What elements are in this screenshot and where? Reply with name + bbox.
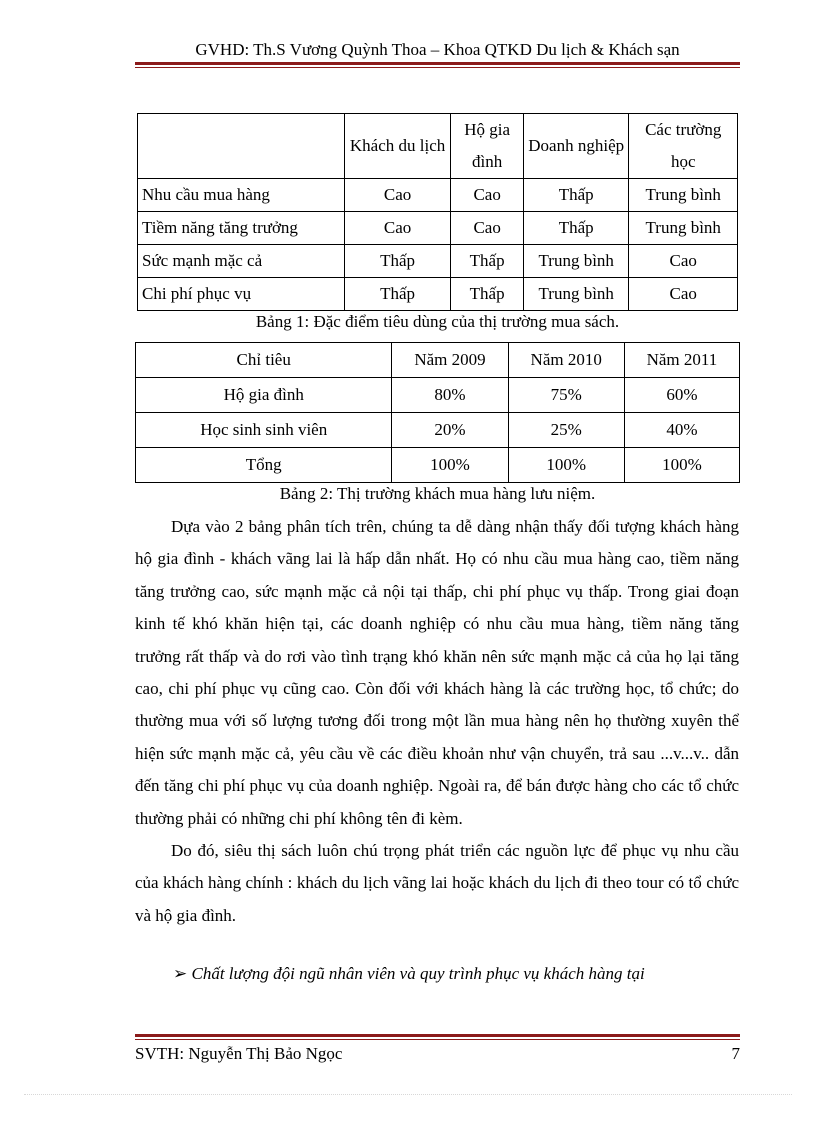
table-cell: 75% xyxy=(508,378,624,413)
row-label: Chi phí phục vụ xyxy=(138,278,345,311)
paragraph-analysis: Dựa vào 2 bảng phân tích trên, chúng ta dễ dàng nhận thấy đối tượng khách hàng hộ gia đình - khách vãng lai là hấp dẫn nhất. Họ có nhu cầu mua hàng cao, tiềm năng tăng trưởng cao, sức mạnh mặc cả nội tại thấp, chi phí phục vụ thấp. Trong giai đoạn kinh tế khó khăn hiện tại, các doanh nghiệp có nhu cầu mua hàng, tiềm năng tăng trưởng rất thấp và do rơi vào tình trạng khó khăn nên sức mạnh mặc cả của họ lại tăng cao, chi phí phục vụ cũng cao. Còn đối với khách hàng là các trường học, tổ chức; do thường mua với số lượng tương đối trong một lần mua hàng nên họ thường xuyên thể hiện sức mạnh mặc cả, yêu cầu về các điều khoản như vận chuyển, trả sau ...v...v.. dẫn đến tăng chi phí phục vụ của doanh nghiệp. Ngoài ra, để bán được hàng cho các tổ chức thường phải có những chi phí không tên đi kèm. xyxy=(135,517,739,828)
table-cell: Thấp xyxy=(523,179,628,212)
table-row xyxy=(138,179,738,212)
table-header-cell: Năm 2010 xyxy=(508,343,624,378)
row-label: Tổng xyxy=(136,448,392,483)
table-cell: 100% xyxy=(624,448,739,483)
table-row xyxy=(136,378,740,413)
table-cell: 80% xyxy=(392,378,508,413)
table-cell: Trung bình xyxy=(629,212,738,245)
header-rule xyxy=(135,62,740,68)
table-header-cell xyxy=(138,114,345,179)
table-cell: Thấp xyxy=(451,278,524,311)
table1-caption: Bảng 1: Đặc điểm tiêu dùng của thị trường mua sách. xyxy=(255,312,620,331)
arrow-bullet-icon: ➢ xyxy=(173,964,188,984)
page-number: 7 xyxy=(731,1044,740,1063)
body-text xyxy=(135,511,739,932)
bullet-item xyxy=(173,964,645,984)
row-label: Nhu cầu mua hàng xyxy=(138,179,345,212)
table-cell: 100% xyxy=(508,448,624,483)
table-cell: Cao xyxy=(344,212,450,245)
page-header: GVHD: Th.S Vương Quỳnh Thoa – Khoa QTKD Du lịch & Khách sạn xyxy=(195,40,680,59)
table-consumption-characteristics xyxy=(137,113,738,311)
table-row xyxy=(136,413,740,448)
table-header-cell: Doanh nghiệp xyxy=(523,114,628,179)
table-header-cell: Khách du lịch xyxy=(344,114,450,179)
table-cell: Trung bình xyxy=(523,245,628,278)
table-row xyxy=(138,245,738,278)
table-header-cell: Hộ gia đình xyxy=(451,114,524,179)
table-cell: Cao xyxy=(344,179,450,212)
row-label: Sức mạnh mặc cả xyxy=(138,245,345,278)
row-label: Tiềm năng tăng trưởng xyxy=(138,212,345,245)
table-row xyxy=(138,278,738,311)
table-cell: Thấp xyxy=(344,278,450,311)
table-cell: 100% xyxy=(392,448,508,483)
table-cell: Trung bình xyxy=(523,278,628,311)
table-cell: Cao xyxy=(451,212,524,245)
footer-rule xyxy=(135,1034,740,1040)
table-cell: Cao xyxy=(629,245,738,278)
row-label: Hộ gia đình xyxy=(136,378,392,413)
table-cell: 20% xyxy=(392,413,508,448)
paragraph-conclusion: Do đó, siêu thị sách luôn chú trọng phát triển các nguồn lực để phục vụ nhu cầu của khách hàng chính : khách du lịch vãng lai hoặc khách du lịch đi theo tour có tổ chức và hộ gia đình. xyxy=(135,841,739,925)
table-cell: Thấp xyxy=(523,212,628,245)
page-edge-line xyxy=(24,1094,792,1095)
table-header-cell: Các trường học xyxy=(629,114,738,179)
table-header-row xyxy=(138,114,738,179)
table2-caption: Bảng 2: Thị trường khách mua hàng lưu niệm. xyxy=(279,484,596,503)
table-header-row xyxy=(136,343,740,378)
table-row xyxy=(136,448,740,483)
table-cell: Cao xyxy=(629,278,738,311)
table-cell: Thấp xyxy=(344,245,450,278)
table-cell: 25% xyxy=(508,413,624,448)
table-cell: Trung bình xyxy=(629,179,738,212)
bullet-text: Chất lượng đội ngũ nhân viên và quy trình phục vụ khách hàng tại xyxy=(191,964,645,983)
table-cell: 40% xyxy=(624,413,739,448)
table-souvenir-market xyxy=(135,342,740,483)
table-header-cell: Năm 2011 xyxy=(624,343,739,378)
table-cell: 60% xyxy=(624,378,739,413)
row-label: Học sinh sinh viên xyxy=(136,413,392,448)
table-cell: Cao xyxy=(451,179,524,212)
footer-author: SVTH: Nguyễn Thị Bảo Ngọc xyxy=(135,1044,343,1063)
table-cell: Thấp xyxy=(451,245,524,278)
table-header-cell: Chỉ tiêu xyxy=(136,343,392,378)
table-header-cell: Năm 2009 xyxy=(392,343,508,378)
table-row xyxy=(138,212,738,245)
